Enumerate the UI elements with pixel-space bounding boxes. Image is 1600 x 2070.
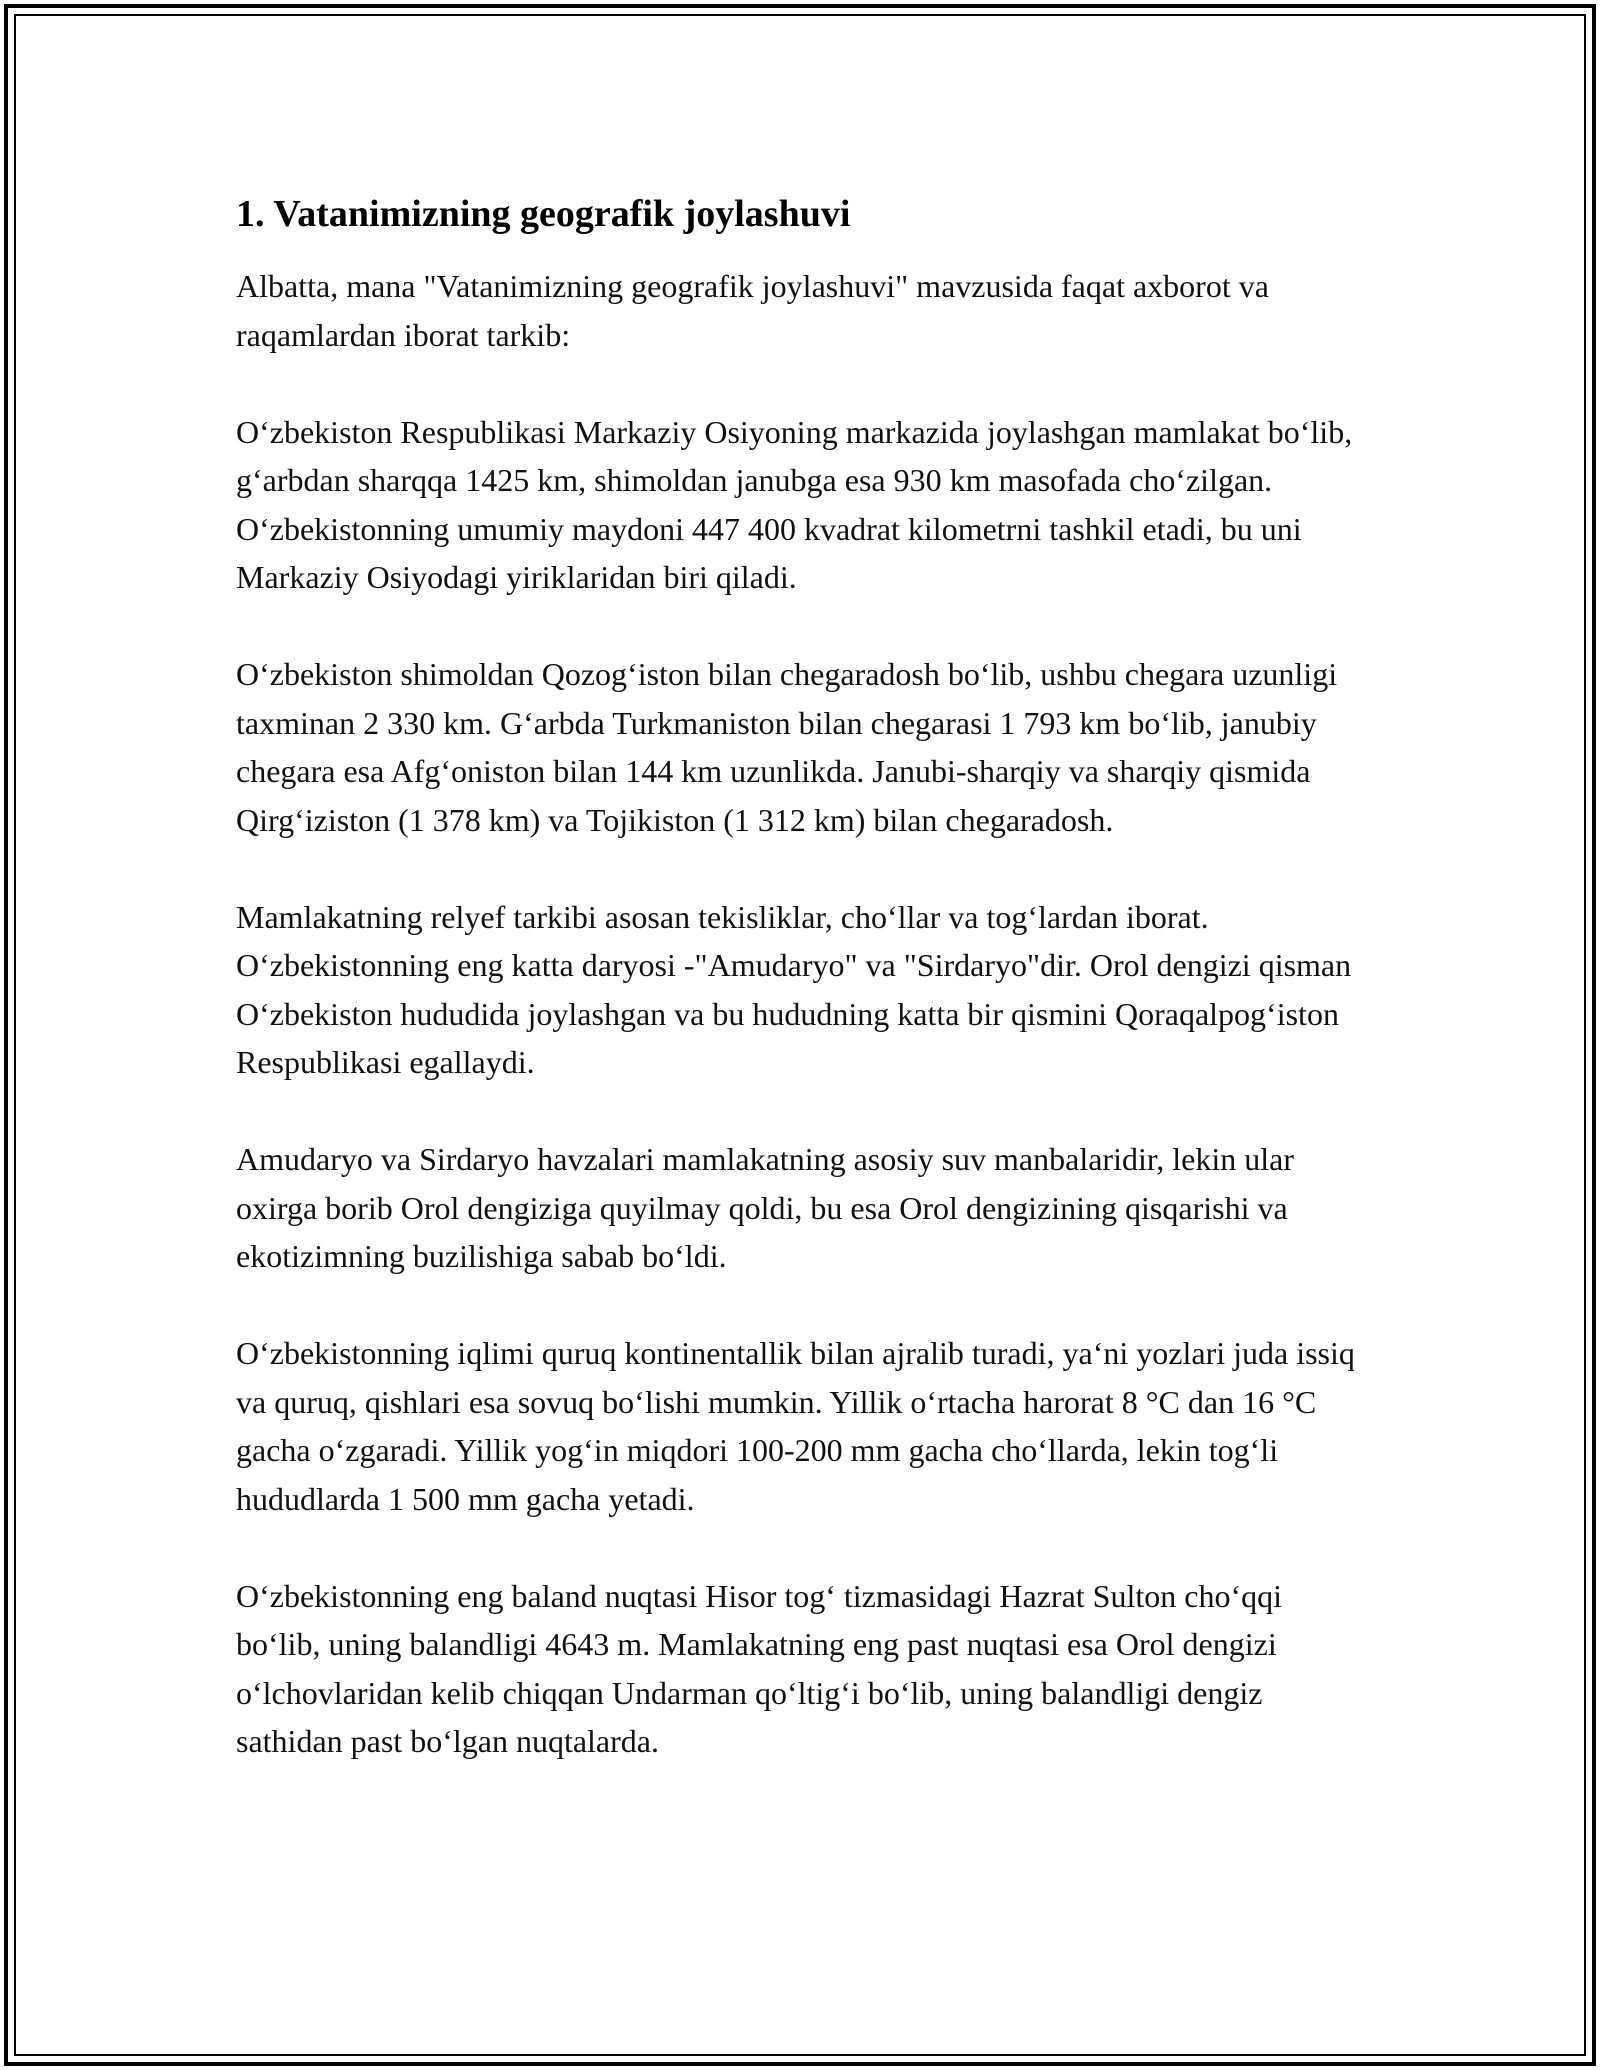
rivers-paragraph: Amudaryo va Sirdaryo havzalari mamlakatning asosiy suv manbalaridir, lekin ular oxirga borib Orol dengiziga quyilmay qoldi, bu esa Orol dengizining qisqarishi va ekotizimning buzilishiga sabab bo‘ldi. [236,1141,1294,1274]
section-heading: 1. Vatanimizning geografik joylashuvi [236,193,851,235]
elevation-paragraph: O‘zbekistonning eng baland nuqtasi Hisor tog‘ tizmasidagi Hazrat Sulton cho‘qqi bo‘lib, uning balandligi 4643 m. Mamlakatning eng past nuqtasi esa Orol dengizi o‘lchovlaridan kelib chiqqan Undarman qo‘ltig‘i bo‘lib, uning balandligi dengiz sathidan past bo‘lgan nuqtalarda. [236,1577,1282,1759]
climate-paragraph: O‘zbekistonning iqlimi quruq kontinentallik bilan ajralib turadi, ya‘ni yozlari juda issiq va quruq, qishlari esa sovuq bo‘lishi mumkin. Yillik o‘rtacha harorat 8 °C dan 16 °C gacha o‘zgaradi. Yillik yog‘in miqdori 100-200 mm gacha cho‘llarda, lekin tog‘li hududlarda 1 500 mm gacha yetadi. [236,1335,1355,1517]
borders-paragraph: O‘zbekiston shimoldan Qozog‘iston bilan chegaradosh bo‘lib, ushbu chegara uzunligi taxminan 2 330 km. G‘arbda Turkmaniston bilan chegarasi 1 793 km bo‘lib, janubiy chegara esa Afg‘oniston bilan 144 km uzunlikda. Janubi-sharqiy va sharqiy qismida Qirg‘iziston (1 378 km) va Tojikiston (1 312 km) bilan chegaradosh. [236,656,1338,838]
location-paragraph: O‘zbekiston Respublikasi Markaziy Osiyoning markazida joylashgan mamlakat bo‘lib, g‘arbdan sharqqa 1425 km, shimoldan janubga esa 930 km masofada cho‘zilgan. O‘zbekistonning umumiy maydoni 447 400 kvadrat kilometrni tashkil etadi, bu uni Markaziy Osiyodagi yiriklaridan biri qiladi. [236,413,1353,595]
relief-paragraph: Mamlakatning relyef tarkibi asosan tekisliklar, cho‘llar va tog‘lardan iborat. O‘zbekistonning eng katta daryosi -"Amudaryo" va "Sirdaryo"dir. Orol dengizi qisman O‘zbekiston hududida joylashgan va bu hududning katta bir qismini Qoraqalpog‘iston Respublikasi egallaydi. [236,898,1352,1080]
document-body [236,186,1366,1814]
intro-paragraph: Albatta, mana "Vatanimizning geografik joylashuvi" mavzusida faqat axborot va raqamlardan iborat tarkib: [236,268,1269,353]
